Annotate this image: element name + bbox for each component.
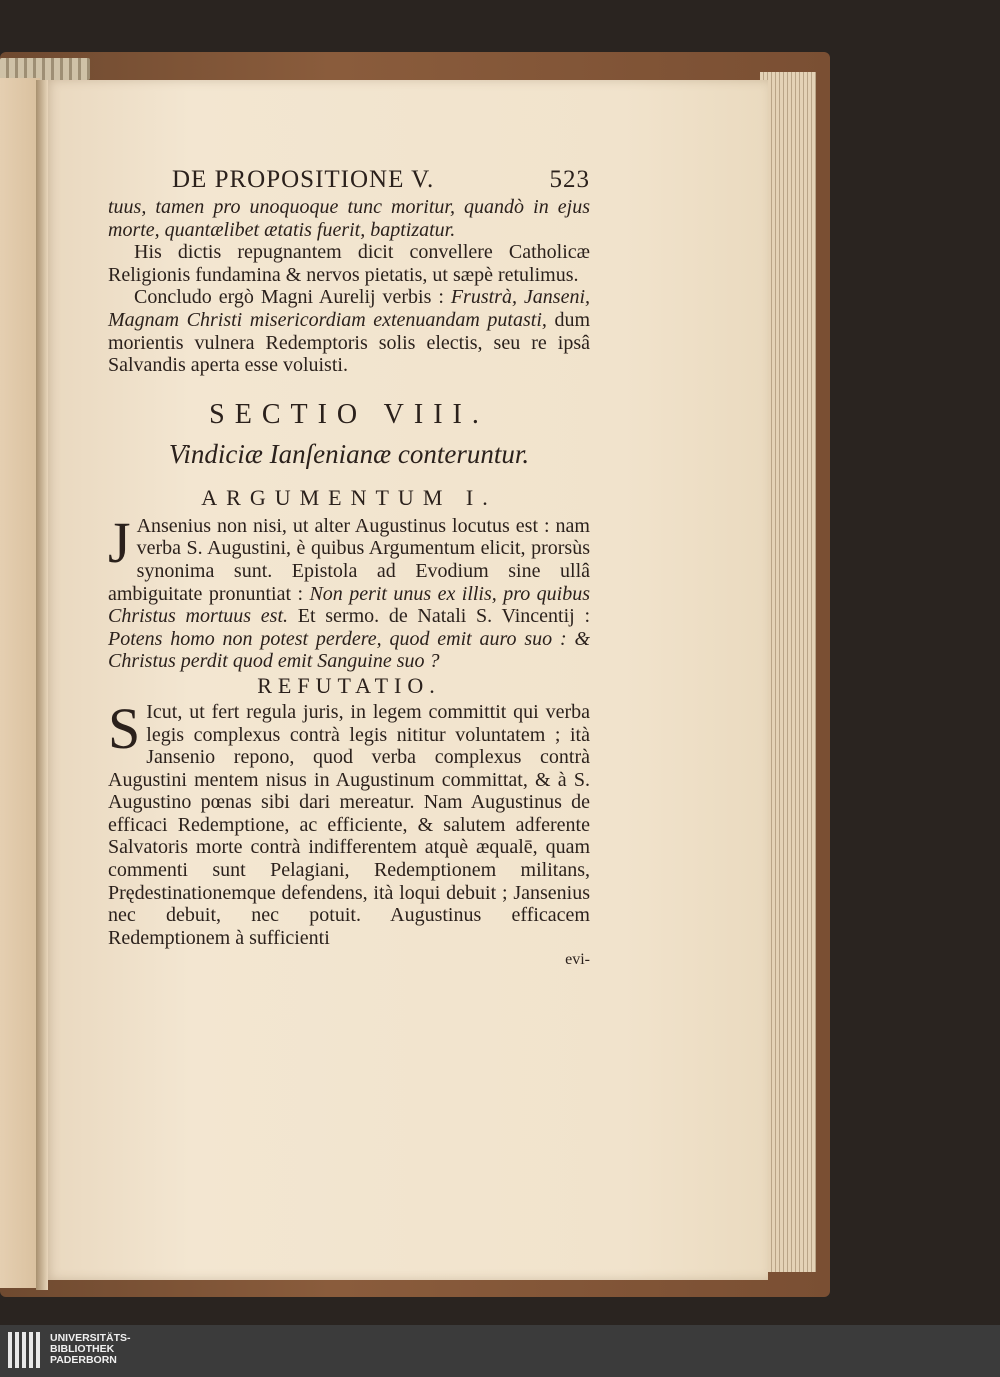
catchword: evi-: [565, 951, 590, 969]
section-heading: SECTIO VIII.: [209, 398, 489, 430]
refutation-text: Icut, ut fert regula juris, in legem committit qui verba legis complexus contrà legis nititur voluntatem ; ità Jansenio repono, quod verba complexus contrà Augustini mentem nisus in Augustinum committat, & à S. Augustino pœnas sibi dari mereatur. Nam Augustinus de efficaci Redemptione, ac efficiente, & salutem adferente Salvatoris morte contrà indifferentem atquè æqualē, quam commenti sunt Pelagiani, Redemptionem militans, Prędestinationemque defendens, ità loqui debuit ; Jansenius nec debuit, nec potuit. Augustinus efficacem Redemptionem à sufficienti: [108, 700, 590, 949]
argument-mid: Et sermo. de Natali S. Vincentij :: [297, 605, 590, 628]
page-text: [108, 166, 590, 969]
argument-quote-2: Potens homo non potest perdere, quod emit auro suo : & Christus perdit quod emit Sanguine suo ?: [108, 627, 590, 673]
logo-line-1: UNIVERSITÄTS-: [50, 1332, 131, 1344]
page-number: 523: [549, 166, 590, 193]
paragraph-3-quote: Frustrà, Janseni, Magnam Christi misericordiam extenuandam putasti,: [108, 286, 591, 331]
argument-dropcap: J: [108, 509, 131, 575]
refutation-heading: REFUTATIO.: [257, 672, 441, 698]
running-head: [108, 166, 590, 196]
headband: [0, 58, 90, 80]
paragraph-1: tuus, tamen pro unoquoque tunc moritur, quandò in ejus morte, quantælibet ætatis fuerit, baptizatur.: [108, 196, 590, 241]
library-logo-text: [50, 1333, 131, 1366]
logo-line-2: BIBLIOTHEK: [50, 1343, 115, 1355]
left-page-edge: [0, 78, 40, 1288]
argument-heading: ARGUMENTUM I.: [201, 484, 497, 510]
paragraph-3-lead: Concludo ergò Magni Aurelij verbis :: [134, 286, 444, 309]
paragraph-3: [108, 286, 590, 376]
page-edges: [760, 72, 816, 1272]
footer-bar: [0, 1325, 1000, 1377]
refutation-paragraph: [108, 695, 590, 950]
library-logo-icon: [8, 1332, 42, 1368]
argument-paragraph: [108, 509, 590, 673]
gutter: [36, 80, 48, 1290]
refutation-dropcap: S: [108, 695, 141, 761]
section-subtitle: Vindiciæ Ianſenianæ conteruntur.: [168, 438, 530, 469]
paragraph-2: His dictis repugnantem dicit convellere Catholicæ Religionis fundamina & nervos pietatis, ut sæpè retulimus.: [108, 241, 590, 286]
logo-line-3: PADERBORN: [50, 1354, 117, 1366]
running-head-title: DE PROPOSITIONE V.: [172, 166, 435, 193]
argument-text: Ansenius non nisi, ut alter Augustinus locutus est : nam verba S. Augustini, è quibus Argumentum elicit, prorsùs synonima sunt. Epistola ad Evodium sine ullâ ambiguitate pronuntiat :: [108, 514, 590, 605]
argument-quote-1: Non perit unus ex illis, pro quibus Christus mortuus est.: [108, 582, 590, 628]
paragraph-3-rest: dum morientis vulnera Redemptoris solis electis, seu re ipsâ Salvandis aperta esse voluisti.: [108, 308, 591, 377]
